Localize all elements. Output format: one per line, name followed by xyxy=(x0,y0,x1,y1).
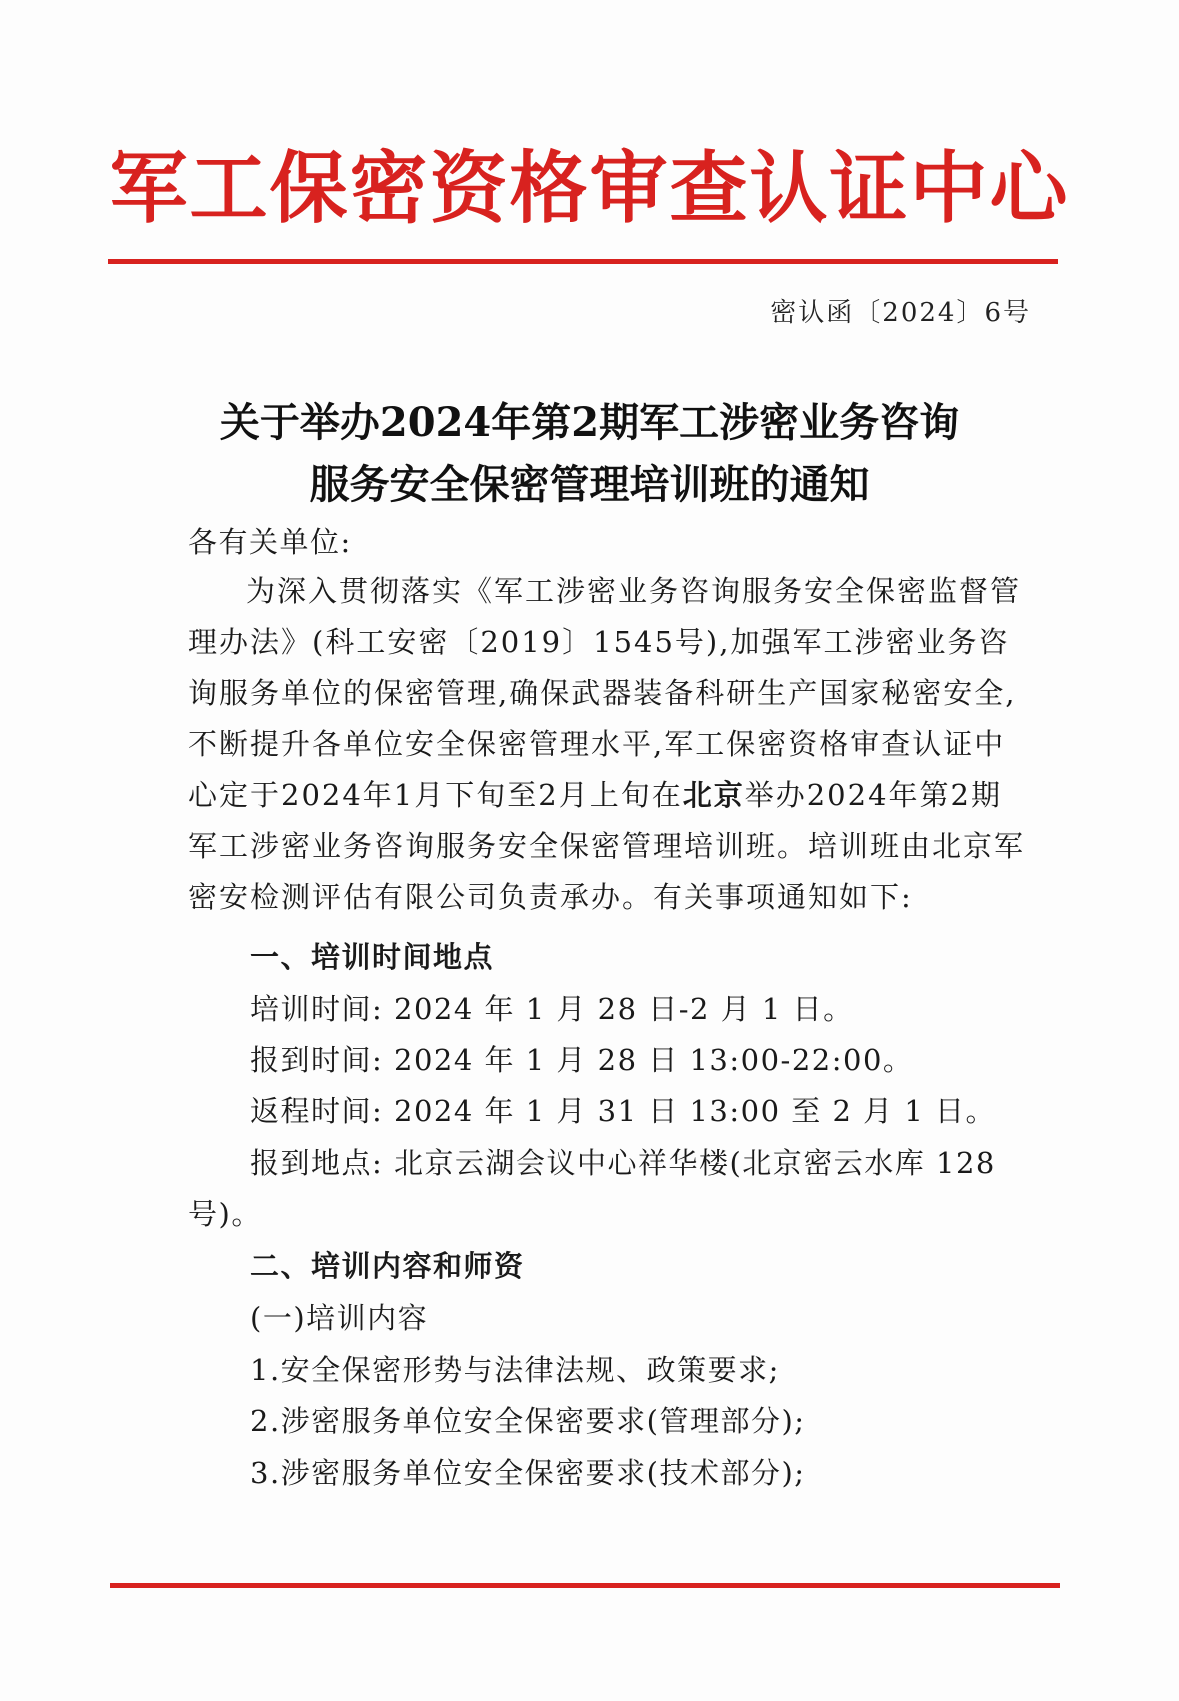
checkin-time: 报到时间: 2024 年 1 月 28 日 13:00-22:00。 xyxy=(250,1043,914,1077)
list-item: 1.安全保密形势与法律法规、政策要求; xyxy=(250,1353,780,1387)
footer-rule xyxy=(110,1583,1060,1588)
notice-title xyxy=(0,392,1179,516)
section1-heading: 一、培训时间地点 xyxy=(250,940,495,974)
return-time: 返程时间: 2024 年 1 月 31 日 13:00 至 2 月 1 日。 xyxy=(250,1094,997,1128)
salutation: 各有关单位: xyxy=(188,525,352,559)
masthead-rule xyxy=(108,259,1058,264)
intro-text-part1: 为深入贯彻落实《军工涉密业务咨询服务安全保密监督管理办法》(科工安密〔2019〕1545号),加强军工涉密业务咨询服务单位的保密管理,确保武器装备科研生产国家秘密安全,不断提升各单位安全保密管理水平,军工保密资格审查认证中心定于2024年1月下旬至2月上旬在 xyxy=(188,574,1022,812)
intro-text-part2: 举办2024年第2期军工涉密业务咨询服务安全保密管理培训班。培训班由北京军密安检测评估有限公司负责承办。有关事项通知如下: xyxy=(188,778,1026,914)
document-number: 密认函〔2024〕6号 xyxy=(770,298,1031,328)
section2-subheading: (一)培训内容 xyxy=(250,1301,429,1335)
checkin-place-line2: 号)。 xyxy=(188,1197,262,1231)
list-item: 3.涉密服务单位安全保密要求(技术部分); xyxy=(250,1456,806,1490)
checkin-place-line1: 报到地点: 北京云湖会议中心祥华楼(北京密云水库 128 xyxy=(250,1146,996,1180)
section2-heading: 二、培训内容和师资 xyxy=(250,1249,525,1283)
list-item: 2.涉密服务单位安全保密要求(管理部分); xyxy=(250,1404,806,1438)
intro-paragraph xyxy=(188,566,1028,923)
training-time: 培训时间: 2024 年 1 月 28 日-2 月 1 日。 xyxy=(250,992,854,1026)
masthead: 军工保密资格审查认证中心 xyxy=(109,144,1070,234)
intro-text-bold-location: 北京 xyxy=(682,778,745,812)
notice-title-line1: 关于举办2024年第2期军工涉密业务咨询 xyxy=(219,399,960,446)
notice-title-line2: 服务安全保密管理培训班的通知 xyxy=(309,461,870,508)
